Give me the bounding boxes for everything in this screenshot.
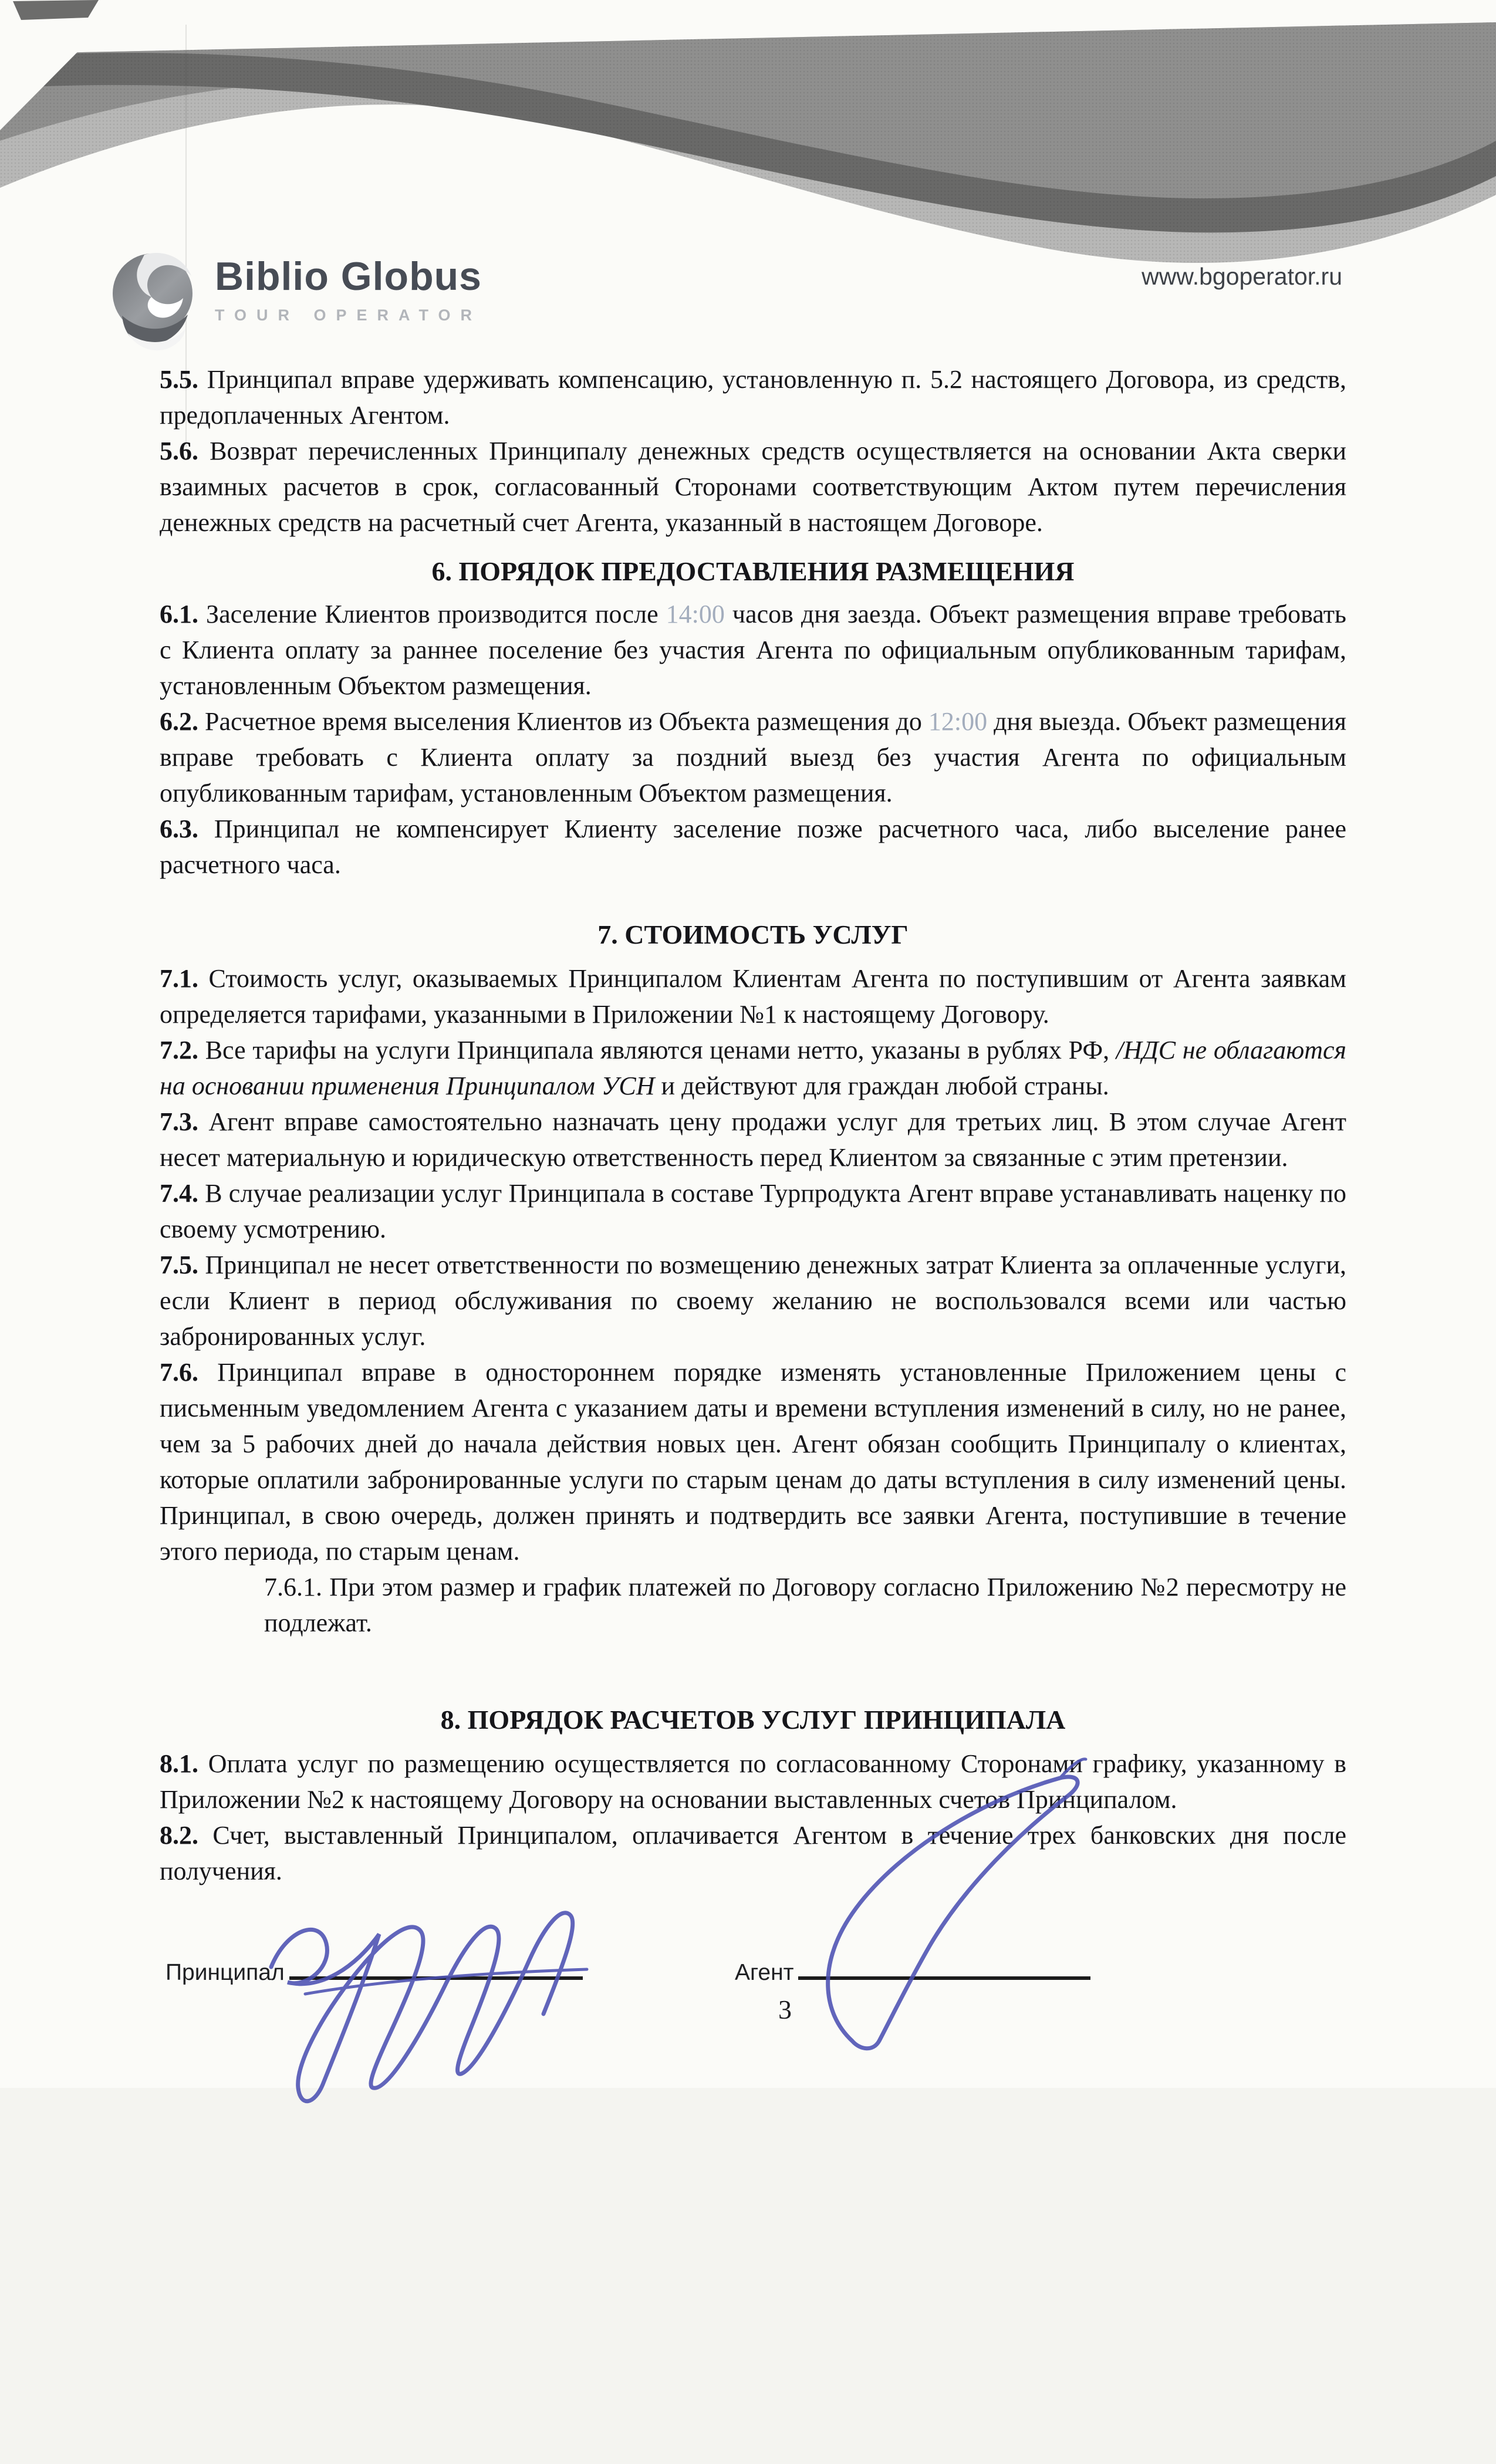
- scan-bottom-shade: [0, 2088, 1496, 2464]
- checkout-time-value: 12:00: [928, 707, 988, 736]
- clause-6-2: [160, 704, 1346, 811]
- clause-text: дня выезда. Объект размещения вправе требовать с Клиента оплату за поздний выезд без участия Агента по официальным опубликованным тарифам, установленным Объектом размещения.: [160, 707, 1347, 807]
- clause-text: Счет, выставленный Принципалом, оплачивается Агентом в течение трех банковских дня после получения.: [160, 1821, 1347, 1885]
- clause-8-2: [160, 1817, 1346, 1889]
- vat-note-italic: /НДС не облагаются на основании применения Принципалом УСН: [160, 1036, 1347, 1100]
- clause-text: Агент вправе самостоятельно назначать цену продажи услуг для третьих лиц. В этом случае Агент несет материальную и юридическую ответственность перед Клиентом за связанные с этим претензии.: [160, 1107, 1347, 1172]
- clause-5-5: [160, 361, 1346, 433]
- page-number: 3: [778, 1995, 792, 2024]
- brand-subtitle: TOUR OPERATOR: [215, 306, 482, 324]
- clause-number: 6.1.: [160, 600, 198, 628]
- agent-signature-line: [798, 1959, 1090, 1980]
- clause-6-3: [160, 811, 1346, 883]
- scan-header-band: [0, 0, 1496, 270]
- clause-number: 7.1.: [160, 964, 198, 993]
- principal-signature-line: [289, 1959, 583, 1980]
- clause-text: В случае реализации услуг Принципала в составе Турпродукта Агент вправе устанавливать наценку по своему усмотрению.: [160, 1179, 1346, 1243]
- clause-text: Все тарифы на услуги Принципала являются ценами нетто, указаны в рублях РФ,: [205, 1036, 1116, 1064]
- clause-text: При этом размер и график платежей по Договору согласно Приложению №2 пересмотру не подлежат.: [264, 1573, 1347, 1637]
- section-7-title: 7. СТОИМОСТЬ УСЛУГ: [597, 920, 909, 949]
- checkin-time-value: 14:00: [666, 600, 725, 628]
- clause-7-3: [160, 1104, 1346, 1175]
- clause-number: 5.5.: [160, 365, 198, 394]
- clause-number: 8.1.: [160, 1749, 198, 1778]
- clause-text: Принципал не несет ответственности по возмещению денежных затрат Клиента за оплаченные услуги, если Клиент в период обслуживания по своему желанию не воспользовался всеми или частью забронированных услуг.: [160, 1250, 1347, 1351]
- clause-7-6-1: [160, 1569, 1346, 1641]
- clause-number: 7.2.: [160, 1036, 198, 1064]
- clause-text: и действуют для граждан любой страны.: [654, 1072, 1109, 1100]
- clause-text: Принципал вправе удерживать компенсацию, установленную п. 5.2 настоящего Договора, из средств, предоплаченных Агентом.: [160, 365, 1346, 430]
- clause-number: 7.3.: [160, 1107, 198, 1136]
- clause-7-6: [160, 1354, 1346, 1569]
- clause-text: Возврат перечисленных Принципалу денежных средств осуществляется на основании Акта сверки взаимных расчетов в срок, согласованный Сторонами соответствующим Актом путем перечисления денежных средств на расчетный счет Агента, указанный в настоящем Договоре.: [160, 437, 1347, 537]
- clause-number: 8.2.: [160, 1821, 198, 1850]
- clause-number: 5.6.: [160, 437, 198, 465]
- section-6-title: 6. ПОРЯДОК ПРЕДОСТАВЛЕНИЯ РАЗМЕЩЕНИЯ: [431, 556, 1075, 586]
- clause-8-1: [160, 1746, 1346, 1817]
- clause-number: 6.3.: [160, 814, 198, 843]
- clause-text: Стоимость услуг, оказываемых Принципалом Клиентам Агента по поступившим от Агента заявкам определяется тарифами, указанными в Приложении №1 к настоящему Договору.: [160, 964, 1346, 1029]
- contract-body: [160, 361, 1346, 1889]
- agent-label: Агент: [735, 1960, 794, 1985]
- clause-number: 7.4.: [160, 1179, 198, 1208]
- principal-signature-block: [166, 1959, 583, 2000]
- clause-7-2: [160, 1032, 1346, 1104]
- clause-number: 6.2.: [160, 707, 198, 736]
- brand-logo: [110, 245, 482, 357]
- section-8-title: 8. ПОРЯДОК РАСЧЕТОВ УСЛУГ ПРИНЦИПАЛА: [440, 1705, 1066, 1735]
- clause-text: Принципал вправе в одностороннем порядке изменять установленные Приложением цены с письменным уведомлением Агента с указанием даты и времени вступления изменений в силу, но не ранее, чем за 5 рабочих дней до начала действия новых цен. Агент обязан сообщить Принципалу о клиентах, которые оплатили забронированные услуги по старым ценам до даты вступления в силу изменений цены. Принципал, в свою очередь, должен принять и подтвердить все заявки Агента, поступившие в течение этого периода, по старым ценам.: [160, 1358, 1347, 1566]
- principal-label: Принципал: [166, 1960, 285, 1985]
- clause-text: Оплата услуг по размещению осуществляется по согласованному Сторонами графику, указанному в Приложении №2 к настоящему Договору на основании выставленных счетов Принципалом.: [160, 1749, 1346, 1814]
- website-url: www.bgoperator.ru: [1142, 263, 1342, 290]
- clause-text: часов дня заезда. Объект размещения вправе требовать с Клиента оплату за раннее поселение без участия Агента по официальным опубликованным тарифам, установленным Объектом размещения.: [160, 600, 1346, 700]
- clause-text: Принципал не компенсирует Клиенту заселение позже расчетного часа, либо выселение ранее расчетного часа.: [160, 814, 1347, 879]
- clause-5-6: [160, 433, 1346, 540]
- clause-text: Расчетное время выселения Клиентов из Объекта размещения до: [205, 707, 928, 736]
- clause-number: 7.6.1.: [264, 1573, 322, 1601]
- biblio-globus-logo-icon: [110, 245, 198, 357]
- clause-number: 7.6.: [160, 1358, 198, 1387]
- brand-title: Biblio Globus: [215, 254, 482, 299]
- clause-7-5: [160, 1247, 1346, 1354]
- clause-number: 7.5.: [160, 1250, 198, 1279]
- clause-text: Заселение Клиентов производится после: [206, 600, 666, 628]
- clause-7-4: [160, 1175, 1346, 1247]
- clause-6-1: [160, 596, 1346, 704]
- clause-7-1: [160, 961, 1346, 1032]
